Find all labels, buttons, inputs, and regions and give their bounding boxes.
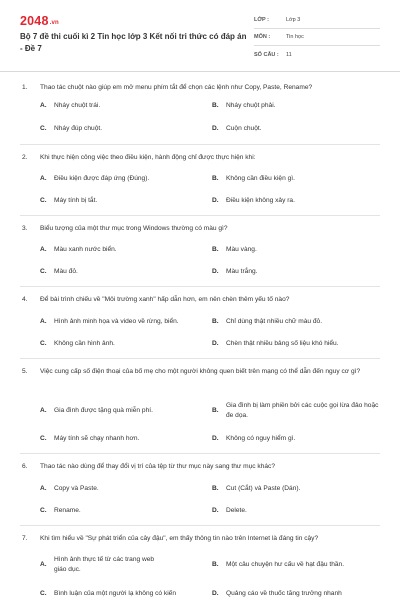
option-text: Copy và Paste. xyxy=(54,485,99,492)
option-a[interactable] xyxy=(40,174,200,184)
option-text: Một câu chuyện hư cấu về hạt đậu thần. xyxy=(226,561,345,568)
option-d[interactable] xyxy=(212,267,382,277)
option-letter: A. xyxy=(40,246,47,253)
option-a[interactable] xyxy=(40,245,200,255)
option-letter: B. xyxy=(212,175,219,182)
question-6 xyxy=(0,461,400,514)
option-b[interactable] xyxy=(212,174,382,184)
option-a[interactable] xyxy=(40,406,200,416)
option-letter: B. xyxy=(212,407,219,414)
option-text: Nháy chuột phải. xyxy=(226,102,276,109)
option-b[interactable] xyxy=(212,245,382,255)
option-d[interactable] xyxy=(212,339,382,349)
question-number: 6. xyxy=(22,463,28,470)
question-2 xyxy=(0,152,400,204)
meta-key: LỚP : xyxy=(254,17,269,23)
option-letter: B. xyxy=(212,561,219,568)
option-text: Màu trắng. xyxy=(226,268,258,275)
question-number: 5. xyxy=(22,368,28,375)
option-letter: C. xyxy=(40,590,47,597)
option-text: Không có nguy hiểm gì. xyxy=(226,435,296,442)
option-c[interactable] xyxy=(40,196,200,206)
option-letter: D. xyxy=(212,435,219,442)
page-header xyxy=(0,0,400,72)
question-number: 4. xyxy=(22,296,28,303)
option-text: Hình ảnh minh họa và video về rừng, biển. xyxy=(54,318,179,325)
option-text: Rename. xyxy=(54,507,81,514)
option-text: Bình luận của một người lạ không có kiến xyxy=(54,590,177,597)
option-text: Hình ảnh thực tế từ các trang web giáo dục. xyxy=(54,556,155,573)
option-text: Nháy chuột trái. xyxy=(54,102,101,109)
option-text: Quảng cáo về thuốc tăng trưởng nhanh xyxy=(226,590,342,597)
question-text: Thao tác chuột nào giúp em mở menu phím tắt để chọn các lệnh như Copy, Paste, Rename? xyxy=(40,84,313,91)
option-letter: B. xyxy=(212,485,219,492)
logo-suffix: .vn xyxy=(49,20,59,26)
option-c[interactable] xyxy=(40,124,200,134)
question-text: Khi thực hiện công việc theo điều kiện, hành động chỉ được thực hiện khi: xyxy=(40,154,256,161)
question-4 xyxy=(0,294,400,347)
option-b[interactable] xyxy=(212,317,382,327)
option-letter: D. xyxy=(212,197,219,204)
option-d[interactable] xyxy=(212,124,382,134)
question-number: 7. xyxy=(22,535,28,542)
exam-meta-table xyxy=(254,12,380,63)
meta-value: Lớp 3 xyxy=(286,17,301,23)
question-divider xyxy=(20,453,380,454)
option-letter: C. xyxy=(40,507,47,514)
option-c[interactable] xyxy=(40,339,200,349)
option-c[interactable] xyxy=(40,589,200,599)
option-text: Gia đình bị làm phiền bởi các cuộc gọi lừa đảo hoặc đe dọa. xyxy=(226,402,379,419)
meta-value: Tin học xyxy=(286,34,304,40)
question-stem xyxy=(0,294,400,305)
logo-text: 2048 xyxy=(20,14,49,28)
option-b[interactable] xyxy=(212,401,382,421)
option-text: Chèn thật nhiều bảng số liệu khó hiểu. xyxy=(226,340,339,347)
question-stem xyxy=(0,223,400,234)
meta-row-class xyxy=(254,12,380,29)
option-text: Điều kiện không xảy ra. xyxy=(226,197,295,204)
option-a[interactable] xyxy=(40,484,200,494)
question-stem xyxy=(0,461,400,472)
option-text: Delete. xyxy=(226,507,247,514)
question-7 xyxy=(0,533,400,597)
option-text: Chỉ dùng thật nhiều chữ màu đỏ. xyxy=(226,318,323,325)
question-1 xyxy=(0,82,400,132)
option-text: Không cần hình ảnh. xyxy=(54,340,115,347)
option-text: Màu vàng. xyxy=(226,246,257,253)
option-letter: A. xyxy=(40,318,47,325)
question-text: Biểu tượng của một thư mục trong Windows thường có màu gì? xyxy=(40,225,228,232)
option-c[interactable] xyxy=(40,434,200,444)
option-letter: A. xyxy=(40,561,47,568)
option-letter: D. xyxy=(212,268,219,275)
question-number: 2. xyxy=(22,154,28,161)
option-letter: D. xyxy=(212,590,219,597)
option-letter: C. xyxy=(40,125,47,132)
option-b[interactable] xyxy=(212,101,382,111)
question-stem xyxy=(0,152,400,163)
question-number: 1. xyxy=(22,84,28,91)
option-c[interactable] xyxy=(40,506,200,516)
option-c[interactable] xyxy=(40,267,200,277)
question-text: Để bài trình chiếu về "Môi trường xanh" hấp dẫn hơn, em nên chèn thêm yếu tố nào? xyxy=(40,296,290,303)
question-divider xyxy=(20,286,380,287)
option-a[interactable] xyxy=(40,555,200,575)
question-text: Thao tác nào dùng để thay đổi vị trí của tệp từ thư mục này sang thư mục khác? xyxy=(40,463,275,470)
option-text: Máy tính bị tắt. xyxy=(54,197,98,204)
option-letter: B. xyxy=(212,246,219,253)
option-text: Màu xanh nước biển. xyxy=(54,246,117,253)
option-letter: C. xyxy=(40,340,47,347)
option-letter: B. xyxy=(212,102,219,109)
question-divider xyxy=(20,358,380,359)
option-d[interactable] xyxy=(212,506,382,516)
option-letter: A. xyxy=(40,102,47,109)
option-letter: B. xyxy=(212,318,219,325)
question-divider xyxy=(20,215,380,216)
option-letter: C. xyxy=(40,268,47,275)
question-stem xyxy=(0,366,400,377)
question-divider xyxy=(20,144,380,145)
option-b[interactable] xyxy=(212,484,382,494)
option-d[interactable] xyxy=(212,589,382,599)
option-letter: A. xyxy=(40,175,47,182)
page-title: Bộ 7 đề thi cuối kì 2 Tin học lớp 3 Kết nối tri thức có đáp án - Đề 7 xyxy=(20,32,247,53)
question-stem xyxy=(0,533,400,544)
option-text: Cut (Cắt) và Paste (Dán). xyxy=(226,485,301,492)
option-text: Màu đỏ. xyxy=(54,268,78,275)
question-divider xyxy=(20,525,380,526)
option-letter: C. xyxy=(40,435,47,442)
question-text: Khi tìm hiểu về "Sự phát triển của cây đậu", em thấy thông tin nào trên Internet là đáng tin cậy? xyxy=(40,535,319,542)
question-3 xyxy=(0,223,400,275)
option-letter: A. xyxy=(40,485,47,492)
option-text: Điều kiện được đáp ứng (Đúng). xyxy=(54,175,150,182)
option-letter: D. xyxy=(212,340,219,347)
option-text: Nháy đúp chuột. xyxy=(54,125,103,132)
option-d[interactable] xyxy=(212,434,382,444)
option-d[interactable] xyxy=(212,196,382,206)
option-letter: D. xyxy=(212,507,219,514)
option-letter: D. xyxy=(212,125,219,132)
option-letter: A. xyxy=(40,407,47,414)
option-b[interactable] xyxy=(212,560,382,570)
option-text: Không cần điều kiện gì. xyxy=(226,175,295,182)
meta-row-subject xyxy=(254,29,380,46)
meta-key: SỐ CÂU : xyxy=(254,51,279,58)
option-a[interactable] xyxy=(40,101,200,111)
question-stem xyxy=(0,82,400,93)
meta-key: MÔN : xyxy=(254,34,271,40)
option-text: Cuộn chuột. xyxy=(226,125,262,132)
option-a[interactable] xyxy=(40,317,200,327)
option-text: Gia đình được tặng quà miễn phí. xyxy=(54,407,153,414)
option-text: Máy tính sẽ chạy nhanh hơn. xyxy=(54,435,140,442)
meta-value: 11 xyxy=(286,51,292,58)
meta-row-count xyxy=(254,46,380,63)
site-logo[interactable] xyxy=(20,14,59,28)
option-letter: C. xyxy=(40,197,47,204)
question-number: 3. xyxy=(22,225,28,232)
question-5 xyxy=(0,366,400,442)
question-text: Việc cung cấp số điện thoại của bố mẹ cho một người không quen biết trên mạng có thể dẫn đến nguy cơ gì? xyxy=(40,368,361,375)
